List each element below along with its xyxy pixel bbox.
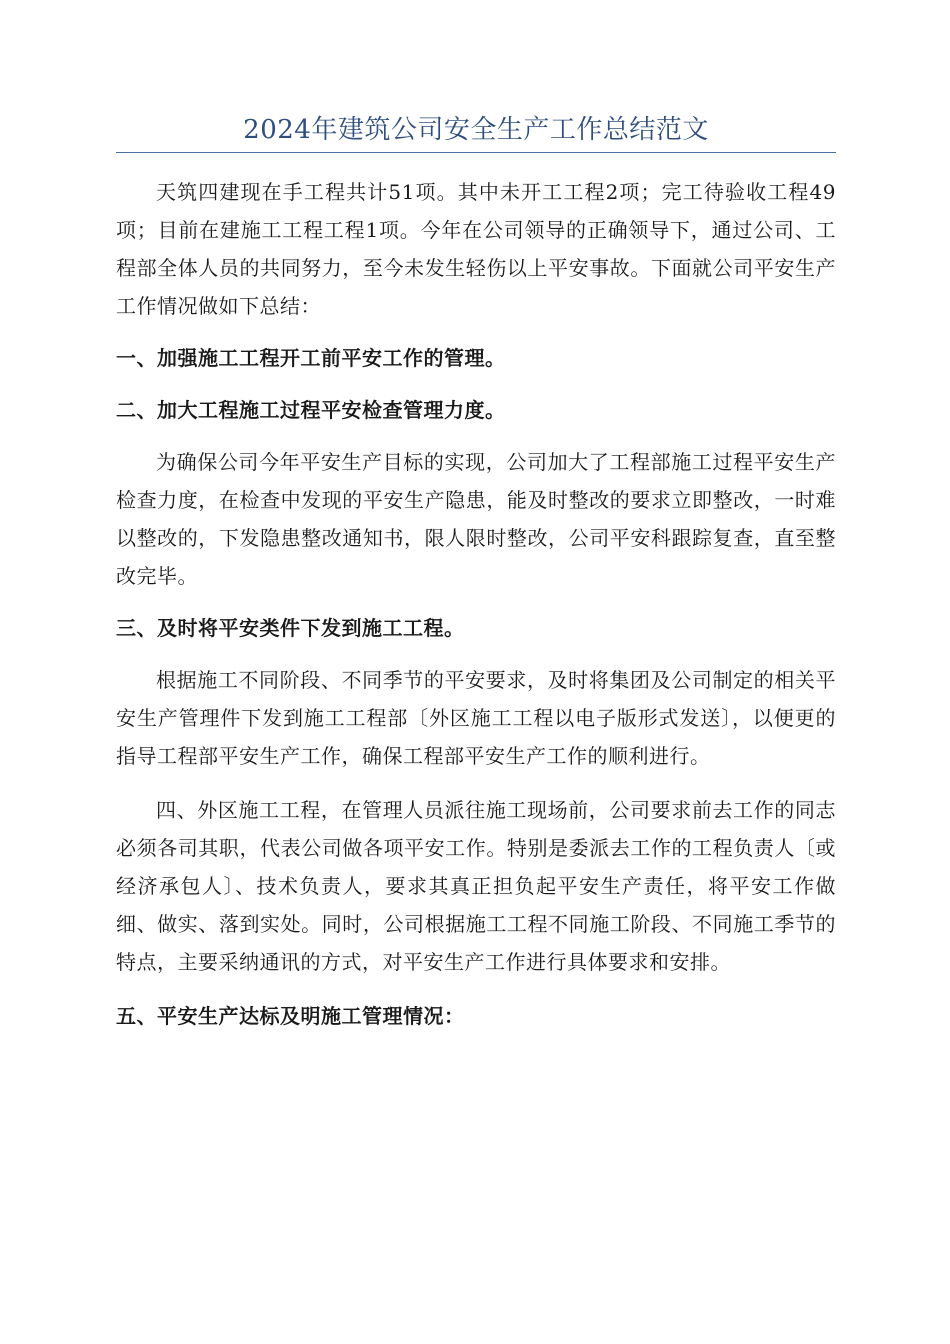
section-3-paragraph: 根据施工不同阶段、不同季节的平安要求，及时将集团及公司制定的相关平安生产管理件下发到施工工程部〔外区施工工程以电子版形式发送〕，以便更的指导工程部平安生产工作，确保工程部平安生产工作的顺利进行。 xyxy=(116,668,836,768)
title-underline xyxy=(116,152,836,153)
section-heading-3: 三、及时将平安类件下发到施工工程。 xyxy=(116,616,465,640)
document-title: 2024年建筑公司安全生产工作总结范文 xyxy=(243,115,709,145)
intro-paragraph: 天筑四建现在手工程共计51项。其中未开工工程2项；完工待验收工程49项；目前在建施工工程工程1项。今年在公司领导的正确领导下，通过公司、工程部全体人员的共同努力，至今未发生轻伤以上平安事故。下面就公司平安生产工作情况做如下总结： xyxy=(116,180,836,318)
section-4-paragraph: 四、外区施工工程，在管理人员派往施工现场前，公司要求前去工作的同志必须各司其职，代表公司做各项平安工作。特别是委派去工作的工程负责人〔或经济承包人〕、技术负责人，要求其真正担负起平安生产责任，将平安工作做细、做实、落到实处。同时，公司根据施工工程不同施工阶段、不同施工季节的特点，主要采纳通讯的方式，对平安生产工作进行具体要求和安排。 xyxy=(116,798,836,974)
section-heading-5: 五、平安生产达标及明施工管理情况： xyxy=(116,1004,465,1028)
document-page xyxy=(116,110,836,1035)
section-heading-1: 一、加强施工工程开工前平安工作的管理。 xyxy=(116,346,506,370)
section-heading-2: 二、加大工程施工过程平安检查管理力度。 xyxy=(116,398,506,422)
section-2-paragraph: 为确保公司今年平安生产目标的实现，公司加大了工程部施工过程平安生产检查力度，在检查中发现的平安生产隐患，能及时整改的要求立即整改，一时难以整改的，下发隐患整改通知书，限人限时整改，公司平安科跟踪复查，直至整改完毕。 xyxy=(116,450,836,588)
